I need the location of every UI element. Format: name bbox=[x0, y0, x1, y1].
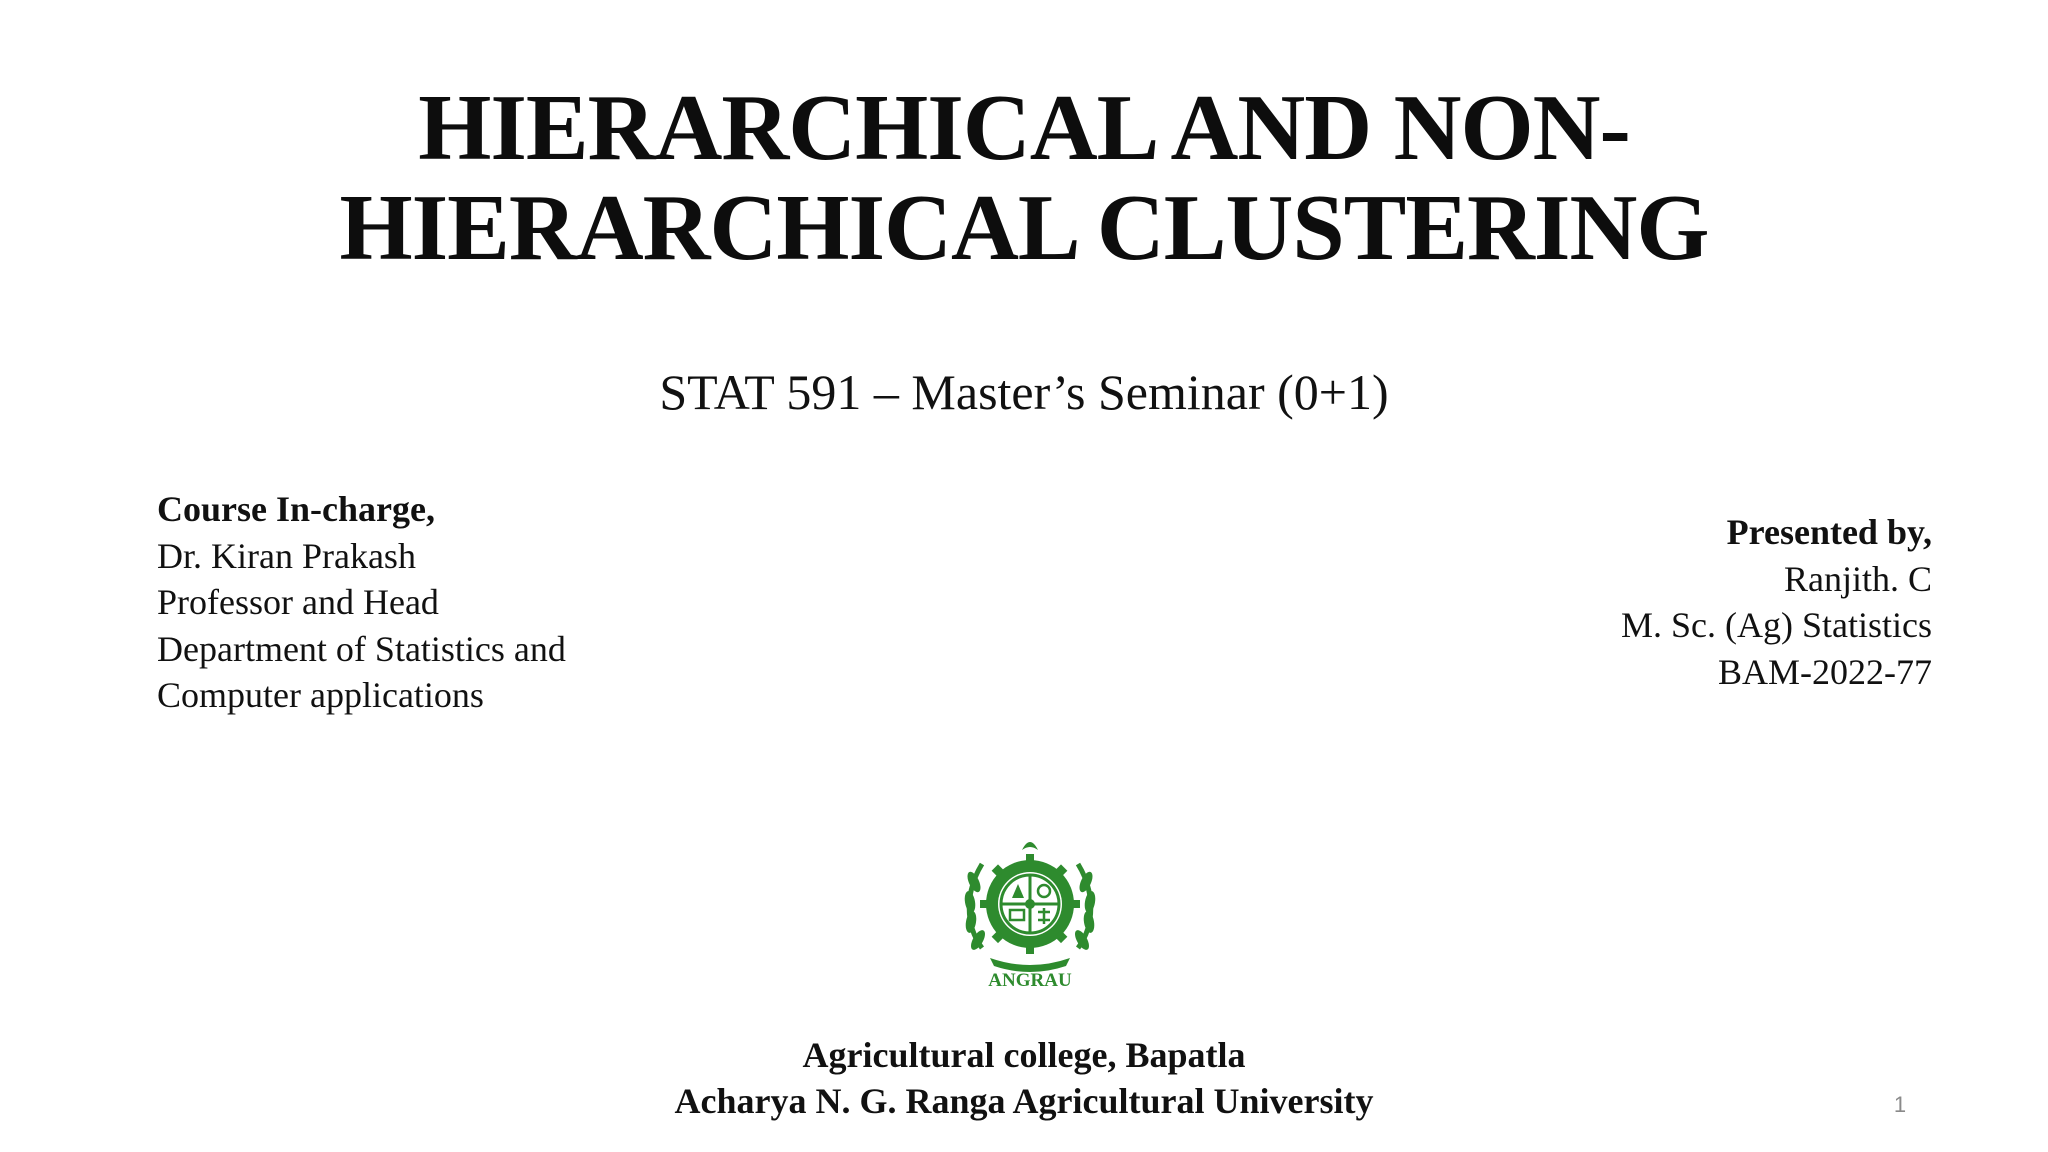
slide-title bbox=[0, 78, 2048, 278]
course-incharge-department-line-2: Computer applications bbox=[157, 675, 484, 715]
course-incharge-department-line-1: Department of Statistics and bbox=[157, 628, 566, 669]
title-line-1: HIERARCHICAL AND NON- bbox=[418, 76, 1630, 180]
presenter-degree: M. Sc. (Ag) Statistics bbox=[1621, 605, 1932, 645]
logo-label: ANGRAU bbox=[988, 970, 1072, 990]
presenter-heading: Presented by, bbox=[1726, 512, 1932, 552]
page-number: 1 bbox=[1893, 1092, 1907, 1117]
course-incharge-name: Dr. Kiran Prakash bbox=[157, 535, 416, 576]
course-incharge-designation: Professor and Head bbox=[157, 582, 439, 622]
course-incharge-heading: Course In-charge, bbox=[157, 489, 435, 529]
presenter-block bbox=[1232, 509, 1932, 695]
footer-university: Acharya N. G. Ranga Agricultural University bbox=[674, 1081, 1374, 1121]
presenter-name: Ranjith. C bbox=[1783, 558, 1932, 599]
angrau-emblem-icon bbox=[960, 820, 1100, 990]
slide-subtitle: STAT 591 – Master’s Seminar (0+1) bbox=[659, 364, 1389, 420]
footer bbox=[0, 1032, 2048, 1124]
presenter-id: BAM-2022-77 bbox=[1718, 651, 1932, 692]
footer-college: Agricultural college, Bapatla bbox=[802, 1035, 1246, 1075]
course-incharge-block bbox=[157, 486, 857, 719]
title-line-2: HIERARCHICAL CLUSTERING bbox=[339, 176, 1709, 280]
